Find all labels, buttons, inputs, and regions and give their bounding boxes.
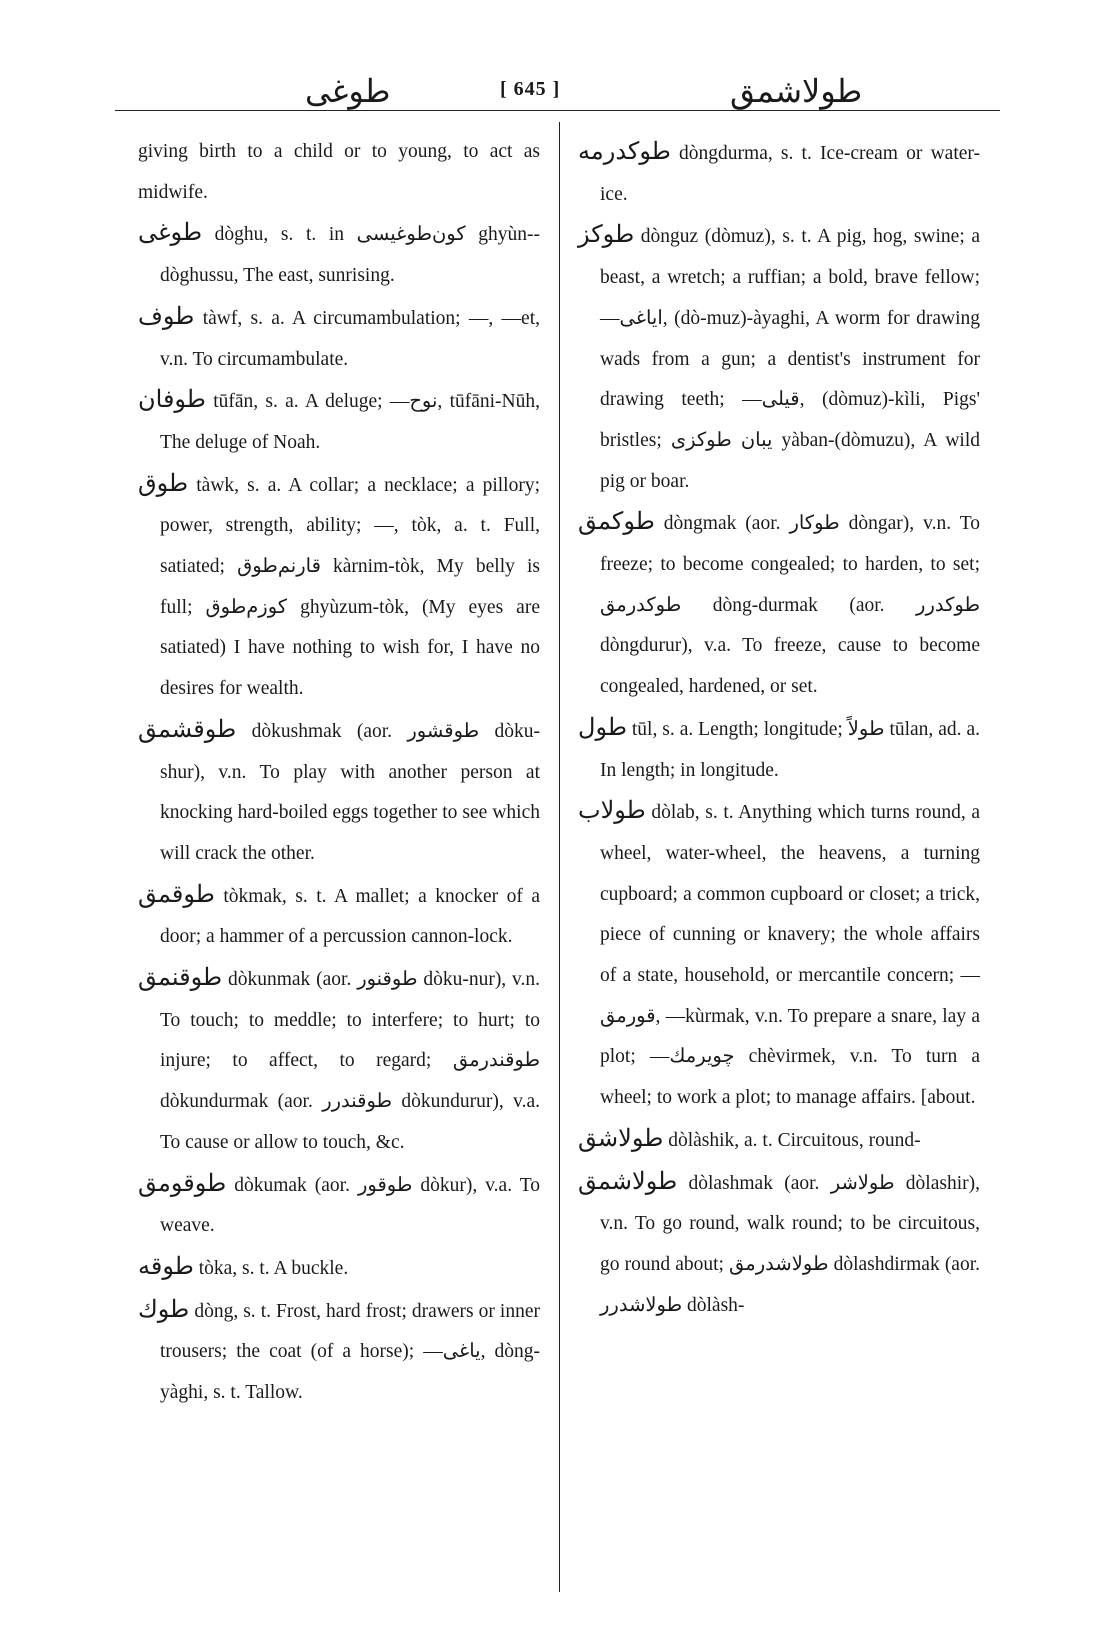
right-column xyxy=(578,132,980,1326)
entry-definition: tòkmak, s. t. A mallet; a knocker of a door; a hammer of a percussion cannon-lock. xyxy=(160,885,541,948)
dictionary-entry xyxy=(138,132,540,213)
entry-headword: طوغی xyxy=(138,220,203,247)
entry-headword: طوكدرمه xyxy=(578,139,671,165)
entry-definition: dòkunmak (aor. طوقنور dòku-nur), v.n. To touch; to meddle; to interfere; to hurt; to injure; to affect, to regard; طوقندرمق dòkundurmak (aor. طوقندرر dòkundurur), v.a. To cause or allow to touch, &c. xyxy=(160,969,541,1153)
page-number: [ 645 ] xyxy=(500,78,561,100)
dictionary-entry xyxy=(138,1290,540,1414)
entry-headword: طوكمق xyxy=(578,509,655,536)
dictionary-entry xyxy=(138,1164,540,1247)
entry-headword: طوفان xyxy=(138,387,206,414)
entry-definition: tūfān, s. a. A deluge; —نوح, tūfāni-Nūh, The deluge of Noah. xyxy=(160,391,541,453)
entry-headword: طولاشمق xyxy=(578,1168,678,1195)
entry-definition: dòkushmak (aor. طوقشور dòku-shur), v.n. To play with another person at knocking hard-boiled eggs together to see which will crack the other. xyxy=(160,720,541,864)
dictionary-entry xyxy=(578,215,980,502)
entry-headword: طوقشمق xyxy=(138,716,237,743)
dictionary-entry xyxy=(578,1162,980,1327)
left-running-headword: طوغی xyxy=(305,73,391,109)
dictionary-entry xyxy=(138,1247,540,1290)
entry-headword: طوقومق xyxy=(138,1170,227,1197)
dictionary-entry xyxy=(138,958,540,1164)
entry-headword: طوكز xyxy=(578,222,635,249)
entry-headword: طوقنمق xyxy=(138,965,223,992)
entry-definition: dònguz (dòmuz), s. t. A pig, hog, swine; a beast, a wretch; a ruffian; a bold, brave fellow; —ایاغی, (dò-muz)-àyaghi, A worm for drawing wads from a gun; a dentist's instrument for drawing teeth; —قیلی, (dòmuz)-kìli, Pigs' bristles; یبان طوكزی yàban-(dòmuzu), A wild pig or boar. xyxy=(600,226,980,492)
entry-headword: طوك xyxy=(138,1296,190,1323)
column-divider xyxy=(559,122,560,1592)
entry-definition: dòlashmak (aor. طولاشر dòlashir), v.n. To go round, walk round; to be circuitous, go round about; طولاشدرمق dòlashdirmak (aor. طولاشدرر dòlàsh- xyxy=(600,1172,981,1316)
entry-headword: طولاب xyxy=(578,798,646,825)
entry-definition: tūl, s. a. Length; longitude; طولاً tūlan, ad. a. In length; in longitude. xyxy=(600,718,980,781)
page-header xyxy=(115,58,1000,108)
entry-headword: طولاشق xyxy=(578,1125,664,1152)
entry-headword: طوقمق xyxy=(138,881,215,908)
dictionary-entry xyxy=(138,380,540,463)
entry-definition: dòghu, s. t. in کون‌طوغیسی ghyùn--dòghussu, The east, sunrising. xyxy=(160,224,540,287)
entry-definition: dòngmak (aor. طوكار dòngar), v.n. To freeze; to become congealed; to harden, to set; طوكدرمق dòng-durmak (aor. طوكدرر dòngdurur), v.a. To freeze, cause to become congealed, hardened, or set. xyxy=(600,513,981,698)
entry-definition: tòka, s. t. A buckle. xyxy=(198,1257,349,1279)
entry-definition: giving birth to a child or to young, to act as midwife. xyxy=(138,141,540,203)
dictionary-entry xyxy=(138,213,540,296)
entry-definition: dòng, s. t. Frost, hard frost; drawers or inner trousers; the coat (of a horse); —یاغی, dòng-yàghi, s. t. Tallow. xyxy=(160,1300,541,1404)
dictionary-entry xyxy=(578,708,980,791)
dictionary-entry xyxy=(578,502,980,708)
entry-headword: طوق xyxy=(138,470,189,497)
left-column xyxy=(138,132,540,1414)
dictionary-entry xyxy=(578,1119,980,1162)
dictionary-entry xyxy=(578,791,980,1119)
dictionary-entry xyxy=(578,132,980,215)
entry-headword: طوف xyxy=(138,303,195,330)
entry-definition: dòkumak (aor. طوقور dòkur), v.a. To weave. xyxy=(160,1174,541,1237)
dictionary-entry xyxy=(138,875,540,958)
entry-headword: طوقه xyxy=(138,1253,194,1280)
entry-definition: tàwf, s. a. A circumambulation; —, —et, v.n. To circumambulate. xyxy=(160,307,541,370)
dictionary-entry xyxy=(138,297,540,380)
header-rule xyxy=(115,110,1000,111)
entry-definition: dòlàshik, a. t. Circuitous, round- xyxy=(668,1129,921,1151)
dictionary-entry xyxy=(138,464,540,710)
entry-definition: tàwk, s. a. A collar; a necklace; a pillory; power, strength, ability; —, tòk, a. t. Full, satiated; قارنم‌طوق kàrnim-tòk, My belly is full; كوزم‌طوق ghyùzum-tòk, (My eyes are satiated) I have nothing to wish for, I have no desires for wealth. xyxy=(160,474,540,700)
right-running-headword: طولاشمق xyxy=(730,73,863,109)
entry-headword: طول xyxy=(578,714,627,741)
dictionary-entry xyxy=(138,710,540,875)
entry-definition: dòlab, s. t. Anything which turns round, a wheel, water-wheel, the heavens, a turning cupboard; a common cupboard or closet; a trick, piece of cunning or knavery; the whole affairs of a state, household, or mercantile concern; —قورمق, —kùrmak, v.n. To prepare a snare, lay a plot; —چویرمك chèvirmek, v.n. To turn a wheel; to work a plot; to manage affairs. [about. xyxy=(600,802,980,1109)
entry-definition: dòngdurma, s. t. Ice-cream or water-ice. xyxy=(600,143,980,205)
